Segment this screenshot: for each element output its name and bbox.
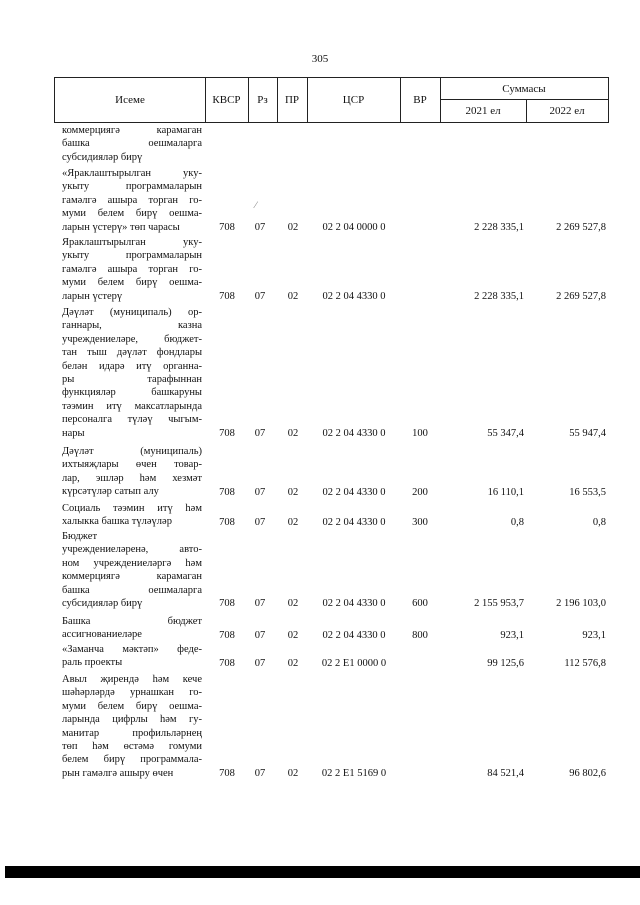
row-pr: 02	[287, 629, 299, 641]
row-name-line: ихтыяҗлары өчен товар-	[62, 459, 202, 471]
header-rz: Рз	[257, 94, 268, 106]
row-pr: 02	[287, 768, 299, 780]
row-name	[62, 445, 202, 499]
row-amount-2021: 2 155 953,7	[474, 598, 524, 610]
row-amount-2021: 2 228 335,1	[474, 222, 524, 233]
row-name-line: «Заманча мәктәп» феде-	[62, 644, 202, 655]
row-amount-2022: 16 553,5	[569, 486, 606, 498]
row-amount-2021: 55 347,4	[487, 428, 524, 439]
table-row	[0, 673, 640, 780]
row-name-line: субсидияләр бирү	[62, 151, 143, 163]
row-name	[62, 306, 202, 440]
pen-mark: ⁄	[255, 200, 257, 210]
row-rz: 07	[254, 598, 266, 610]
scan-edge-bar	[5, 866, 640, 878]
row-pr: 02	[287, 598, 299, 610]
row-kvsr: 708	[219, 629, 235, 641]
row-vr: 200	[412, 486, 428, 498]
row-name-line: Социаль тәэмин итү һәм	[62, 503, 202, 514]
row-rz: 07	[254, 222, 266, 233]
row-name-line: «Яраклаштырылган уку-	[62, 168, 202, 179]
row-name	[62, 615, 202, 642]
row-name-line: башка оешмаларга	[62, 138, 202, 150]
row-csr: 02 2 04 4330 0	[322, 486, 386, 498]
row-pr: 02	[287, 516, 299, 528]
row-name	[62, 530, 202, 610]
row-vr: 800	[412, 629, 428, 641]
header-pr: ПР	[284, 94, 300, 106]
table-row	[0, 615, 640, 642]
row-name-line: муми белем бирү оешма-	[62, 700, 202, 712]
row-vr: 100	[412, 428, 428, 439]
row-name-line: төп һәм өстәмә гомуми	[62, 741, 202, 753]
row-name-line: коммерциягә карамаган	[62, 125, 202, 136]
row-name-line: белем бирү программала-	[62, 754, 202, 766]
row-kvsr: 708	[219, 598, 235, 610]
row-rz: 07	[254, 486, 266, 498]
row-amount-2021: 84 521,4	[487, 768, 524, 780]
row-name-line: персоналга түләү чыгым-	[62, 414, 202, 426]
row-kvsr: 708	[219, 486, 235, 498]
row-name	[62, 167, 202, 234]
row-pr: 02	[287, 657, 299, 669]
row-kvsr: 708	[219, 428, 235, 439]
row-name-line: Дәүләт (муниципаль)	[62, 446, 202, 457]
row-csr: 02 2 04 4330 0	[322, 598, 386, 610]
row-rz: 07	[254, 428, 266, 439]
row-kvsr: 708	[219, 291, 235, 302]
table-row	[0, 236, 640, 303]
row-vr: 600	[412, 598, 428, 610]
row-amount-2022: 96 802,6	[569, 768, 606, 780]
row-csr: 02 2 04 0000 0	[322, 222, 386, 233]
row-amount-2022: 2 196 103,0	[556, 598, 606, 610]
row-name-line: гамәлгә ашыра торган го-	[62, 194, 202, 206]
row-name-line: субсидияләр бирү	[62, 598, 143, 610]
row-name-line: ры тарафыннан	[62, 374, 202, 386]
row-name-line: күрсәтүләр сатып алу	[62, 486, 159, 498]
header-csr: ЦСР	[342, 94, 365, 106]
row-name-line: манитар профильләрнең	[62, 727, 202, 739]
row-pr: 02	[287, 291, 299, 302]
row-name-line: гамәлгә ашыра торган го-	[62, 263, 202, 275]
row-name-line: Башка бюджет	[62, 616, 202, 627]
row-name-line: халыкка башка түләүләр	[62, 516, 172, 528]
row-amount-2021: 16 110,1	[487, 486, 524, 498]
row-name-line: муми белем бирү оешма-	[62, 277, 202, 289]
row-name-line: коммерциягә карамаган	[62, 571, 202, 583]
row-name-line: лар, эшләр һәм хезмәт	[62, 472, 202, 484]
page-number: 305	[311, 53, 329, 65]
row-name-line: белән идарә итү органна-	[62, 360, 202, 372]
table-row	[0, 502, 640, 529]
row-name	[62, 236, 202, 303]
row-name-line: шәһәрләрдә урнашкан го-	[62, 687, 202, 699]
header-year-2022: 2022 ел	[549, 104, 585, 117]
row-name	[62, 643, 202, 670]
row-rz: 07	[254, 516, 266, 528]
row-pr: 02	[287, 486, 299, 498]
row-amount-2022: 55 947,4	[569, 428, 606, 439]
row-name-line: ассигнованиеләре	[62, 629, 142, 641]
header-sums: Суммасы	[502, 82, 546, 95]
row-csr: 02 2 E1 0000 0	[321, 657, 387, 669]
row-name-line: Авыл җирендә һәм кече	[62, 674, 202, 685]
row-csr: 02 2 E1 5169 0	[321, 768, 387, 780]
row-vr: 300	[412, 516, 428, 528]
table-row	[0, 643, 640, 670]
header-year-2021: 2021 ел	[465, 104, 501, 117]
row-name-line: рын гамәлгә ашыру өчен	[62, 767, 174, 779]
row-kvsr: 708	[219, 222, 235, 233]
row-name	[62, 673, 202, 780]
row-amount-2022: 2 269 527,8	[556, 222, 606, 233]
row-name-line: ларын үстерү	[62, 290, 123, 302]
row-rz: 07	[254, 657, 266, 669]
row-name-line: нары	[62, 427, 85, 439]
table-row	[0, 124, 640, 164]
row-name-line: укыту программаларын	[62, 181, 202, 193]
table-row	[0, 167, 640, 234]
row-csr: 02 2 04 4330 0	[322, 629, 386, 641]
row-name-line: тәэмин итү максатларында	[62, 400, 202, 412]
header-name: Исеме	[115, 94, 145, 106]
header-kvsr: КВСР	[212, 94, 241, 106]
table-row	[0, 530, 640, 610]
row-csr: 02 2 04 4330 0	[322, 428, 386, 439]
row-pr: 02	[287, 428, 299, 439]
table-header	[54, 77, 609, 123]
row-amount-2022: 923,1	[582, 629, 606, 641]
row-kvsr: 708	[219, 516, 235, 528]
row-amount-2022: 112 576,8	[564, 657, 606, 669]
row-csr: 02 2 04 4330 0	[322, 291, 386, 302]
row-amount-2021: 2 228 335,1	[474, 291, 524, 302]
row-name-line: учреждениеләре, бюджет-	[62, 333, 202, 345]
row-name-line: ларында цифрлы һәм гу-	[62, 714, 202, 726]
row-name	[62, 502, 202, 529]
row-name-line: ном учреждениеләргә һәм	[62, 557, 202, 569]
row-name-line: Яраклаштырылган уку-	[62, 237, 202, 248]
row-name-line: укыту программаларын	[62, 250, 202, 262]
row-name-line: Бюджет	[62, 531, 98, 542]
table-row	[0, 445, 640, 499]
row-kvsr: 708	[219, 768, 235, 780]
row-rz: 07	[254, 629, 266, 641]
row-rz: 07	[254, 291, 266, 302]
row-rz: 07	[254, 768, 266, 780]
row-pr: 02	[287, 222, 299, 233]
row-name-line: башка оешмаларга	[62, 584, 202, 596]
row-name	[62, 124, 202, 164]
row-csr: 02 2 04 4330 0	[322, 516, 386, 528]
row-name-line: тан тыш дәүләт фондлары	[62, 347, 202, 359]
row-amount-2021: 99 125,6	[487, 657, 524, 669]
row-name-line: функцияләр башкаруны	[62, 387, 202, 399]
row-amount-2022: 0,8	[592, 516, 606, 528]
row-name-line: учреждениеләренә, авто-	[62, 544, 202, 556]
row-amount-2022: 2 269 527,8	[556, 291, 606, 302]
row-name-line: ларын үстерү» төп чарасы	[62, 221, 180, 233]
row-name-line: Дәүләт (муниципаль) ор-	[62, 307, 202, 318]
table-row	[0, 306, 640, 440]
row-kvsr: 708	[219, 657, 235, 669]
row-name-line: раль проекты	[62, 657, 123, 669]
row-name-line: муми белем бирү оешма-	[62, 208, 202, 220]
row-name-line: ганнары, казна	[62, 320, 202, 332]
header-vr: ВР	[413, 94, 427, 106]
row-amount-2021: 923,1	[500, 629, 524, 641]
row-amount-2021: 0,8	[510, 516, 524, 528]
